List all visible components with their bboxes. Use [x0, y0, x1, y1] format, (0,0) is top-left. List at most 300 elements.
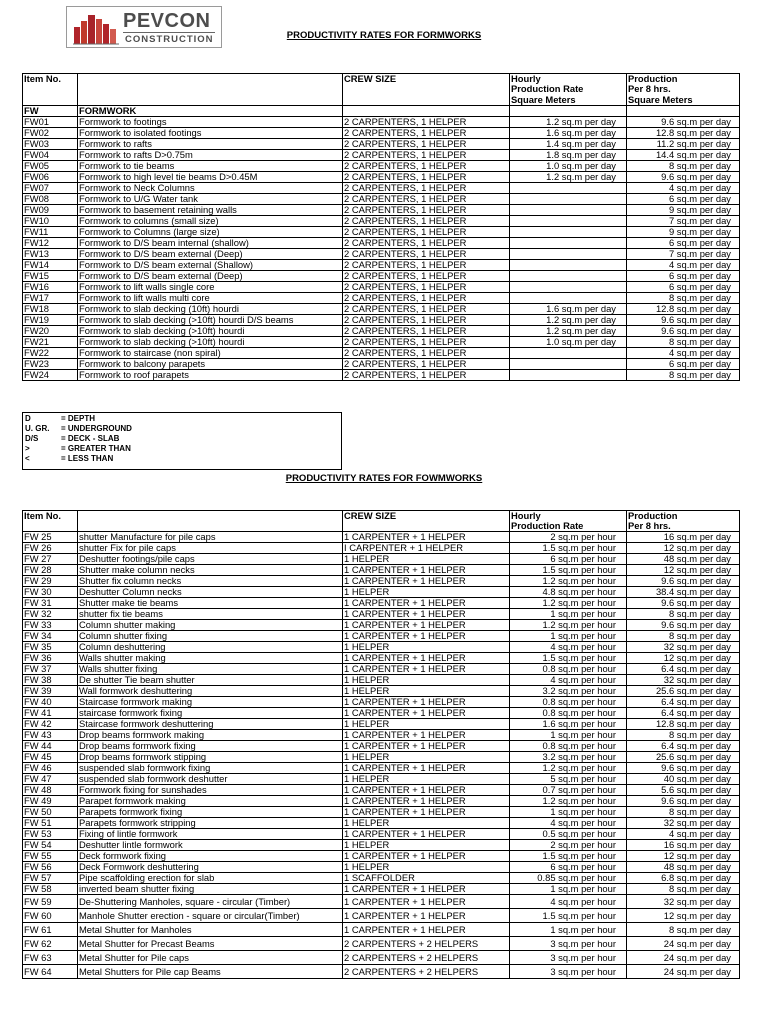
crew-size-cell: 2 CARPENTERS, 1 HELPER: [343, 215, 510, 226]
section-row: [23, 105, 740, 116]
crew-size-cell: 1 HELPER: [343, 840, 510, 851]
table-row: [23, 270, 740, 281]
crew-size-cell: 2 CARPENTERS, 1 HELPER: [343, 292, 510, 303]
header-cell: Per 8 hrs.: [627, 84, 740, 95]
description-cell: Drop beams formwork making: [78, 730, 343, 741]
description-cell: Shutter make tie beams: [78, 598, 343, 609]
description-cell: Formwork to isolated footings: [78, 127, 343, 138]
header-cell: Item No.: [23, 511, 78, 522]
crew-size-cell: 1 CARPENTER + 1 HELPER: [343, 576, 510, 587]
table-row: [23, 937, 740, 951]
description-cell: Formwork to rafts D>0.75m: [78, 149, 343, 160]
hourly-rate-cell: 1.4 sq.m per day: [510, 138, 627, 149]
item-no-cell: FW 30: [23, 587, 78, 598]
hourly-rate-cell: 1 sq.m per hour: [510, 923, 627, 937]
header-cell: Hourly: [510, 511, 627, 522]
hourly-rate-cell: [510, 292, 627, 303]
header-cell: Square Meters: [627, 95, 740, 106]
table-row: [23, 873, 740, 884]
table-row: [23, 675, 740, 686]
daily-rate-cell: 12 sq.m per day: [627, 565, 740, 576]
hourly-rate-cell: 1.5 sq.m per hour: [510, 565, 627, 576]
crew-size-cell: 2 CARPENTERS, 1 HELPER: [343, 369, 510, 380]
section-empty-cell: [627, 105, 740, 116]
crew-size-cell: 2 CARPENTERS, 1 HELPER: [343, 336, 510, 347]
hourly-rate-cell: [510, 369, 627, 380]
table-row: [23, 686, 740, 697]
table-row: [23, 587, 740, 598]
daily-rate-cell: 12.8 sq.m per day: [627, 719, 740, 730]
crew-size-cell: 2 CARPENTERS, 1 HELPER: [343, 160, 510, 171]
description-cell: Metal Shutters for Pile cap Beams: [78, 965, 343, 979]
daily-rate-cell: 48 sq.m per day: [627, 862, 740, 873]
item-no-cell: FW14: [23, 259, 78, 270]
hourly-rate-cell: 5 sq.m per hour: [510, 774, 627, 785]
description-cell: Staircase formwork deshuttering: [78, 719, 343, 730]
item-no-cell: FW 25: [23, 532, 78, 543]
crew-size-cell: 2 CARPENTERS, 1 HELPER: [343, 237, 510, 248]
hourly-rate-cell: 3.2 sq.m per hour: [510, 686, 627, 697]
daily-rate-cell: 14.4 sq.m per day: [627, 149, 740, 160]
hourly-rate-cell: 1.2 sq.m per hour: [510, 763, 627, 774]
table-row: [23, 215, 740, 226]
header-cell: [23, 84, 78, 95]
description-cell: Deck formwork fixing: [78, 851, 343, 862]
legend-meaning: = DECK - SLAB: [61, 434, 120, 443]
daily-rate-cell: 8 sq.m per day: [627, 160, 740, 171]
hourly-rate-cell: 3 sq.m per hour: [510, 951, 627, 965]
table-row: [23, 576, 740, 587]
daily-rate-cell: 8 sq.m per day: [627, 923, 740, 937]
daily-rate-cell: 24 sq.m per day: [627, 937, 740, 951]
description-cell: Drop beams formwork stipping: [78, 752, 343, 763]
item-no-cell: FW 46: [23, 763, 78, 774]
description-cell: Walls shutter making: [78, 653, 343, 664]
item-no-cell: FW07: [23, 182, 78, 193]
legend-meaning: = LESS THAN: [61, 454, 114, 463]
description-cell: shutter Manufacture for pile caps: [78, 532, 343, 543]
daily-rate-cell: 12 sq.m per day: [627, 543, 740, 554]
hourly-rate-cell: 1.6 sq.m per hour: [510, 719, 627, 730]
description-cell: inverted beam shutter fixing: [78, 884, 343, 895]
hourly-rate-cell: [510, 237, 627, 248]
crew-size-cell: 1 HELPER: [343, 686, 510, 697]
header-row: [23, 84, 740, 95]
hourly-rate-cell: [510, 193, 627, 204]
table-row: [23, 965, 740, 979]
table-row: [23, 807, 740, 818]
daily-rate-cell: 9 sq.m per day: [627, 204, 740, 215]
hourly-rate-cell: 3 sq.m per hour: [510, 937, 627, 951]
description-cell: Column shutter fixing: [78, 631, 343, 642]
crew-size-cell: 2 CARPENTERS + 2 HELPERS: [343, 951, 510, 965]
daily-rate-cell: 12.8 sq.m per day: [627, 303, 740, 314]
hourly-rate-cell: 6 sq.m per hour: [510, 862, 627, 873]
item-no-cell: FW 62: [23, 937, 78, 951]
description-cell: Shutter fix column necks: [78, 576, 343, 587]
table-row: [23, 862, 740, 873]
table-row: [23, 895, 740, 909]
table-row: [23, 923, 740, 937]
daily-rate-cell: 9.6 sq.m per day: [627, 620, 740, 631]
crew-size-cell: 1 HELPER: [343, 719, 510, 730]
crew-size-cell: 2 CARPENTERS, 1 HELPER: [343, 127, 510, 138]
daily-rate-cell: 4 sq.m per day: [627, 347, 740, 358]
description-cell: Column deshuttering: [78, 642, 343, 653]
crew-size-cell: 1 CARPENTER + 1 HELPER: [343, 708, 510, 719]
daily-rate-cell: 11.2 sq.m per day: [627, 138, 740, 149]
table-row: [23, 719, 740, 730]
table-row: [23, 237, 740, 248]
description-cell: Column shutter making: [78, 620, 343, 631]
crew-size-cell: 1 CARPENTER + 1 HELPER: [343, 807, 510, 818]
crew-size-cell: 1 CARPENTER + 1 HELPER: [343, 631, 510, 642]
crew-size-cell: 2 CARPENTERS, 1 HELPER: [343, 226, 510, 237]
hourly-rate-cell: 1 sq.m per hour: [510, 884, 627, 895]
daily-rate-cell: 4 sq.m per day: [627, 182, 740, 193]
item-no-cell: FW 53: [23, 829, 78, 840]
legend-entry: [25, 414, 339, 424]
daily-rate-cell: 6 sq.m per day: [627, 193, 740, 204]
crew-size-cell: 1 CARPENTER + 1 HELPER: [343, 532, 510, 543]
item-no-cell: FW 48: [23, 785, 78, 796]
table-row: [23, 281, 740, 292]
table-row: [23, 565, 740, 576]
table-row: [23, 851, 740, 862]
header-cell: [78, 95, 343, 106]
crew-size-cell: 2 CARPENTERS, 1 HELPER: [343, 358, 510, 369]
daily-rate-cell: 12 sq.m per day: [627, 653, 740, 664]
crew-size-cell: 1 HELPER: [343, 587, 510, 598]
description-cell: Formwork to rafts: [78, 138, 343, 149]
item-no-cell: FW03: [23, 138, 78, 149]
daily-rate-cell: 8 sq.m per day: [627, 631, 740, 642]
table-row: [23, 325, 740, 336]
description-cell: Manhole Shutter erection - square or circular(Timber): [78, 909, 343, 923]
item-no-cell: FW 51: [23, 818, 78, 829]
crew-size-cell: 1 CARPENTER + 1 HELPER: [343, 785, 510, 796]
table-row: [23, 951, 740, 965]
hourly-rate-cell: 1.2 sq.m per day: [510, 325, 627, 336]
header-cell: [78, 84, 343, 95]
item-no-cell: FW 27: [23, 554, 78, 565]
crew-size-cell: 1 CARPENTER + 1 HELPER: [343, 851, 510, 862]
section-title-cell: FORMWORK: [78, 105, 343, 116]
description-cell: Parapet formwork making: [78, 796, 343, 807]
crew-size-cell: 2 CARPENTERS + 2 HELPERS: [343, 965, 510, 979]
crew-size-cell: 2 CARPENTERS, 1 HELPER: [343, 259, 510, 270]
crew-size-cell: 1 CARPENTER + 1 HELPER: [343, 697, 510, 708]
header-cell: Hourly: [510, 74, 627, 85]
header-cell: [23, 521, 78, 532]
crew-size-cell: 1 CARPENTER + 1 HELPER: [343, 763, 510, 774]
description-cell: shutter Fix for pile caps: [78, 543, 343, 554]
section-code-cell: FW: [23, 105, 78, 116]
crew-size-cell: 2 CARPENTERS, 1 HELPER: [343, 149, 510, 160]
legend-meaning: = DEPTH: [61, 414, 96, 423]
daily-rate-cell: 4 sq.m per day: [627, 259, 740, 270]
item-no-cell: FW 26: [23, 543, 78, 554]
crew-size-cell: 2 CARPENTERS, 1 HELPER: [343, 347, 510, 358]
table-row: [23, 292, 740, 303]
daily-rate-cell: 9.6 sq.m per day: [627, 116, 740, 127]
crew-size-cell: 2 CARPENTERS, 1 HELPER: [343, 116, 510, 127]
crew-size-cell: 2 CARPENTERS, 1 HELPER: [343, 325, 510, 336]
description-cell: Formwork to lift walls single core: [78, 281, 343, 292]
item-no-cell: FW 56: [23, 862, 78, 873]
description-cell: Formwork to balcony parapets: [78, 358, 343, 369]
table-row: [23, 664, 740, 675]
header-cell: Per 8 hrs.: [627, 521, 740, 532]
legend-entry: [25, 444, 339, 454]
hourly-rate-cell: [510, 259, 627, 270]
legend-entry: [25, 434, 339, 444]
item-no-cell: FW 32: [23, 609, 78, 620]
crew-size-cell: 2 CARPENTERS, 1 HELPER: [343, 281, 510, 292]
item-no-cell: FW20: [23, 325, 78, 336]
table-row: [23, 730, 740, 741]
description-cell: Parapets formwork stripping: [78, 818, 343, 829]
item-no-cell: FW19: [23, 314, 78, 325]
crew-size-cell: 2 CARPENTERS, 1 HELPER: [343, 138, 510, 149]
description-cell: Formwork to D/S beam internal (shallow): [78, 237, 343, 248]
daily-rate-cell: 16 sq.m per day: [627, 532, 740, 543]
table-row: [23, 598, 740, 609]
description-cell: Metal Shutter for Pile caps: [78, 951, 343, 965]
table-row: [23, 259, 740, 270]
hourly-rate-cell: 0.8 sq.m per hour: [510, 697, 627, 708]
crew-size-cell: I CARPENTER + 1 HELPER: [343, 543, 510, 554]
crew-size-cell: 1 CARPENTER + 1 HELPER: [343, 741, 510, 752]
table-row: [23, 653, 740, 664]
hourly-rate-cell: [510, 281, 627, 292]
hourly-rate-cell: [510, 248, 627, 259]
daily-rate-cell: 6.4 sq.m per day: [627, 664, 740, 675]
table-row: [23, 609, 740, 620]
item-no-cell: FW 60: [23, 909, 78, 923]
description-cell: Staircase formwork making: [78, 697, 343, 708]
description-cell: Formwork to D/S beam external (Deep): [78, 248, 343, 259]
formwork-rates-table: [22, 73, 740, 381]
item-no-cell: FW17: [23, 292, 78, 303]
table-row: [23, 697, 740, 708]
description-cell: De shutter Tie beam shutter: [78, 675, 343, 686]
crew-size-cell: 1 HELPER: [343, 675, 510, 686]
hourly-rate-cell: [510, 204, 627, 215]
table-row: [23, 182, 740, 193]
item-no-cell: FW04: [23, 149, 78, 160]
header-cell: [23, 95, 78, 106]
crew-size-cell: 2 CARPENTERS, 1 HELPER: [343, 303, 510, 314]
crew-size-cell: 1 CARPENTER + 1 HELPER: [343, 653, 510, 664]
item-no-cell: FW09: [23, 204, 78, 215]
legend-abbreviation: D: [25, 414, 31, 423]
hourly-rate-cell: 1.6 sq.m per day: [510, 303, 627, 314]
crew-size-cell: 1 CARPENTER + 1 HELPER: [343, 829, 510, 840]
description-cell: Deck Formwork deshuttering: [78, 862, 343, 873]
header-cell: CREW SIZE: [343, 74, 510, 85]
crew-size-cell: 1 CARPENTER + 1 HELPER: [343, 609, 510, 620]
description-cell: suspended slab formwork fixing: [78, 763, 343, 774]
description-cell: Formwork to basement retaining walls: [78, 204, 343, 215]
crew-size-cell: 2 CARPENTERS, 1 HELPER: [343, 270, 510, 281]
description-cell: Formwork to D/S beam external (Shallow): [78, 259, 343, 270]
description-cell: Formwork to staircase (non spiral): [78, 347, 343, 358]
daily-rate-cell: 6 sq.m per day: [627, 237, 740, 248]
daily-rate-cell: 6.4 sq.m per day: [627, 741, 740, 752]
table-row: [23, 171, 740, 182]
description-cell: Formwork to U/G Water tank: [78, 193, 343, 204]
description-cell: Deshutter lintle formwork: [78, 840, 343, 851]
crew-size-cell: 2 CARPENTERS + 2 HELPERS: [343, 937, 510, 951]
crew-size-cell: 1 CARPENTER + 1 HELPER: [343, 895, 510, 909]
description-cell: Formwork to slab decking (10ft) hourdi: [78, 303, 343, 314]
description-cell: Formwork to lift walls multi core: [78, 292, 343, 303]
table-row: [23, 818, 740, 829]
hourly-rate-cell: [510, 270, 627, 281]
crew-size-cell: 1 HELPER: [343, 752, 510, 763]
daily-rate-cell: 7 sq.m per day: [627, 215, 740, 226]
legend-abbreviation: <: [25, 454, 30, 463]
item-no-cell: FW22: [23, 347, 78, 358]
hourly-rate-cell: 4 sq.m per hour: [510, 675, 627, 686]
item-no-cell: FW 41: [23, 708, 78, 719]
daily-rate-cell: 8 sq.m per day: [627, 336, 740, 347]
description-cell: De-Shuttering Manholes, square - circular (Timber): [78, 895, 343, 909]
header-cell: [343, 521, 510, 532]
section-empty-cell: [510, 105, 627, 116]
crew-size-cell: 2 CARPENTERS, 1 HELPER: [343, 182, 510, 193]
description-cell: Pipe scaffolding erection for slab: [78, 873, 343, 884]
daily-rate-cell: 6 sq.m per day: [627, 270, 740, 281]
crew-size-cell: 1 HELPER: [343, 862, 510, 873]
legend-abbreviation: D/S: [25, 434, 39, 443]
section-empty-cell: [343, 105, 510, 116]
description-cell: Wall formwork deshuttering: [78, 686, 343, 697]
daily-rate-cell: 8 sq.m per day: [627, 369, 740, 380]
description-cell: Deshutter footings/pile caps: [78, 554, 343, 565]
table-row: [23, 138, 740, 149]
hourly-rate-cell: 1.2 sq.m per hour: [510, 620, 627, 631]
table-row: [23, 752, 740, 763]
hourly-rate-cell: 1.2 sq.m per day: [510, 314, 627, 325]
table-row: [23, 620, 740, 631]
crew-size-cell: 1 HELPER: [343, 818, 510, 829]
hourly-rate-cell: 3.2 sq.m per hour: [510, 752, 627, 763]
crew-size-cell: 1 HELPER: [343, 642, 510, 653]
crew-size-cell: 1 CARPENTER + 1 HELPER: [343, 730, 510, 741]
header-cell: [78, 521, 343, 532]
daily-rate-cell: 6.4 sq.m per day: [627, 697, 740, 708]
description-cell: Shutter make column necks: [78, 565, 343, 576]
daily-rate-cell: 5.6 sq.m per day: [627, 785, 740, 796]
daily-rate-cell: 8 sq.m per day: [627, 884, 740, 895]
hourly-rate-cell: 1.2 sq.m per day: [510, 171, 627, 182]
header-cell: Production: [627, 74, 740, 85]
table-row: [23, 785, 740, 796]
hourly-rate-cell: 1.2 sq.m per hour: [510, 796, 627, 807]
item-no-cell: FW 39: [23, 686, 78, 697]
table-row: [23, 642, 740, 653]
item-no-cell: FW 29: [23, 576, 78, 587]
description-cell: Formwork fixing for sunshades: [78, 785, 343, 796]
hourly-rate-cell: 4.8 sq.m per hour: [510, 587, 627, 598]
crew-size-cell: 1 HELPER: [343, 554, 510, 565]
item-no-cell: FW 61: [23, 923, 78, 937]
description-cell: Formwork to D/S beam external (Deep): [78, 270, 343, 281]
hourly-rate-cell: 1 sq.m per hour: [510, 609, 627, 620]
header-row: [23, 521, 740, 532]
hourly-rate-cell: 2 sq.m per hour: [510, 840, 627, 851]
hourly-rate-cell: 3 sq.m per hour: [510, 965, 627, 979]
daily-rate-cell: 12 sq.m per day: [627, 909, 740, 923]
legend-meaning: = GREATER THAN: [61, 444, 131, 453]
item-no-cell: FW 36: [23, 653, 78, 664]
table-row: [23, 796, 740, 807]
legend-abbreviation: >: [25, 444, 30, 453]
item-no-cell: FW 49: [23, 796, 78, 807]
crew-size-cell: 1 CARPENTER + 1 HELPER: [343, 598, 510, 609]
table-row: [23, 127, 740, 138]
daily-rate-cell: 9.6 sq.m per day: [627, 171, 740, 182]
daily-rate-cell: 9.6 sq.m per day: [627, 314, 740, 325]
item-no-cell: FW05: [23, 160, 78, 171]
table-row: [23, 149, 740, 160]
item-no-cell: FW 64: [23, 965, 78, 979]
daily-rate-cell: 8 sq.m per day: [627, 730, 740, 741]
table-row: [23, 226, 740, 237]
crew-size-cell: 1 CARPENTER + 1 HELPER: [343, 620, 510, 631]
table-row: [23, 554, 740, 565]
table-row: [23, 336, 740, 347]
daily-rate-cell: 24 sq.m per day: [627, 951, 740, 965]
description-cell: Drop beams formwork fixing: [78, 741, 343, 752]
item-no-cell: FW 63: [23, 951, 78, 965]
table-row: [23, 248, 740, 259]
daily-rate-cell: 7 sq.m per day: [627, 248, 740, 259]
item-no-cell: FW24: [23, 369, 78, 380]
table-row: [23, 358, 740, 369]
daily-rate-cell: 9.6 sq.m per day: [627, 598, 740, 609]
table-row: [23, 884, 740, 895]
hourly-rate-cell: [510, 215, 627, 226]
description-cell: Fixing of lintle formwork: [78, 829, 343, 840]
hourly-rate-cell: 6 sq.m per hour: [510, 554, 627, 565]
table-row: [23, 116, 740, 127]
fowmwork-rates-table: [22, 510, 740, 979]
header-cell: Production Rate: [510, 521, 627, 532]
table-row: [23, 347, 740, 358]
item-no-cell: FW 55: [23, 851, 78, 862]
table-row: [23, 708, 740, 719]
item-no-cell: FW06: [23, 171, 78, 182]
header-cell: Production Rate: [510, 84, 627, 95]
item-no-cell: FW 58: [23, 884, 78, 895]
daily-rate-cell: 9.6 sq.m per day: [627, 325, 740, 336]
item-no-cell: FW 38: [23, 675, 78, 686]
daily-rate-cell: 32 sq.m per day: [627, 818, 740, 829]
header-row: [23, 511, 740, 522]
item-no-cell: FW18: [23, 303, 78, 314]
hourly-rate-cell: 4 sq.m per hour: [510, 642, 627, 653]
description-cell: Formwork to high level tie beams D>0.45M: [78, 171, 343, 182]
hourly-rate-cell: 1.5 sq.m per hour: [510, 543, 627, 554]
daily-rate-cell: 8 sq.m per day: [627, 292, 740, 303]
item-no-cell: FW 35: [23, 642, 78, 653]
hourly-rate-cell: 1 sq.m per hour: [510, 730, 627, 741]
hourly-rate-cell: 4 sq.m per hour: [510, 895, 627, 909]
header-cell: [343, 95, 510, 106]
